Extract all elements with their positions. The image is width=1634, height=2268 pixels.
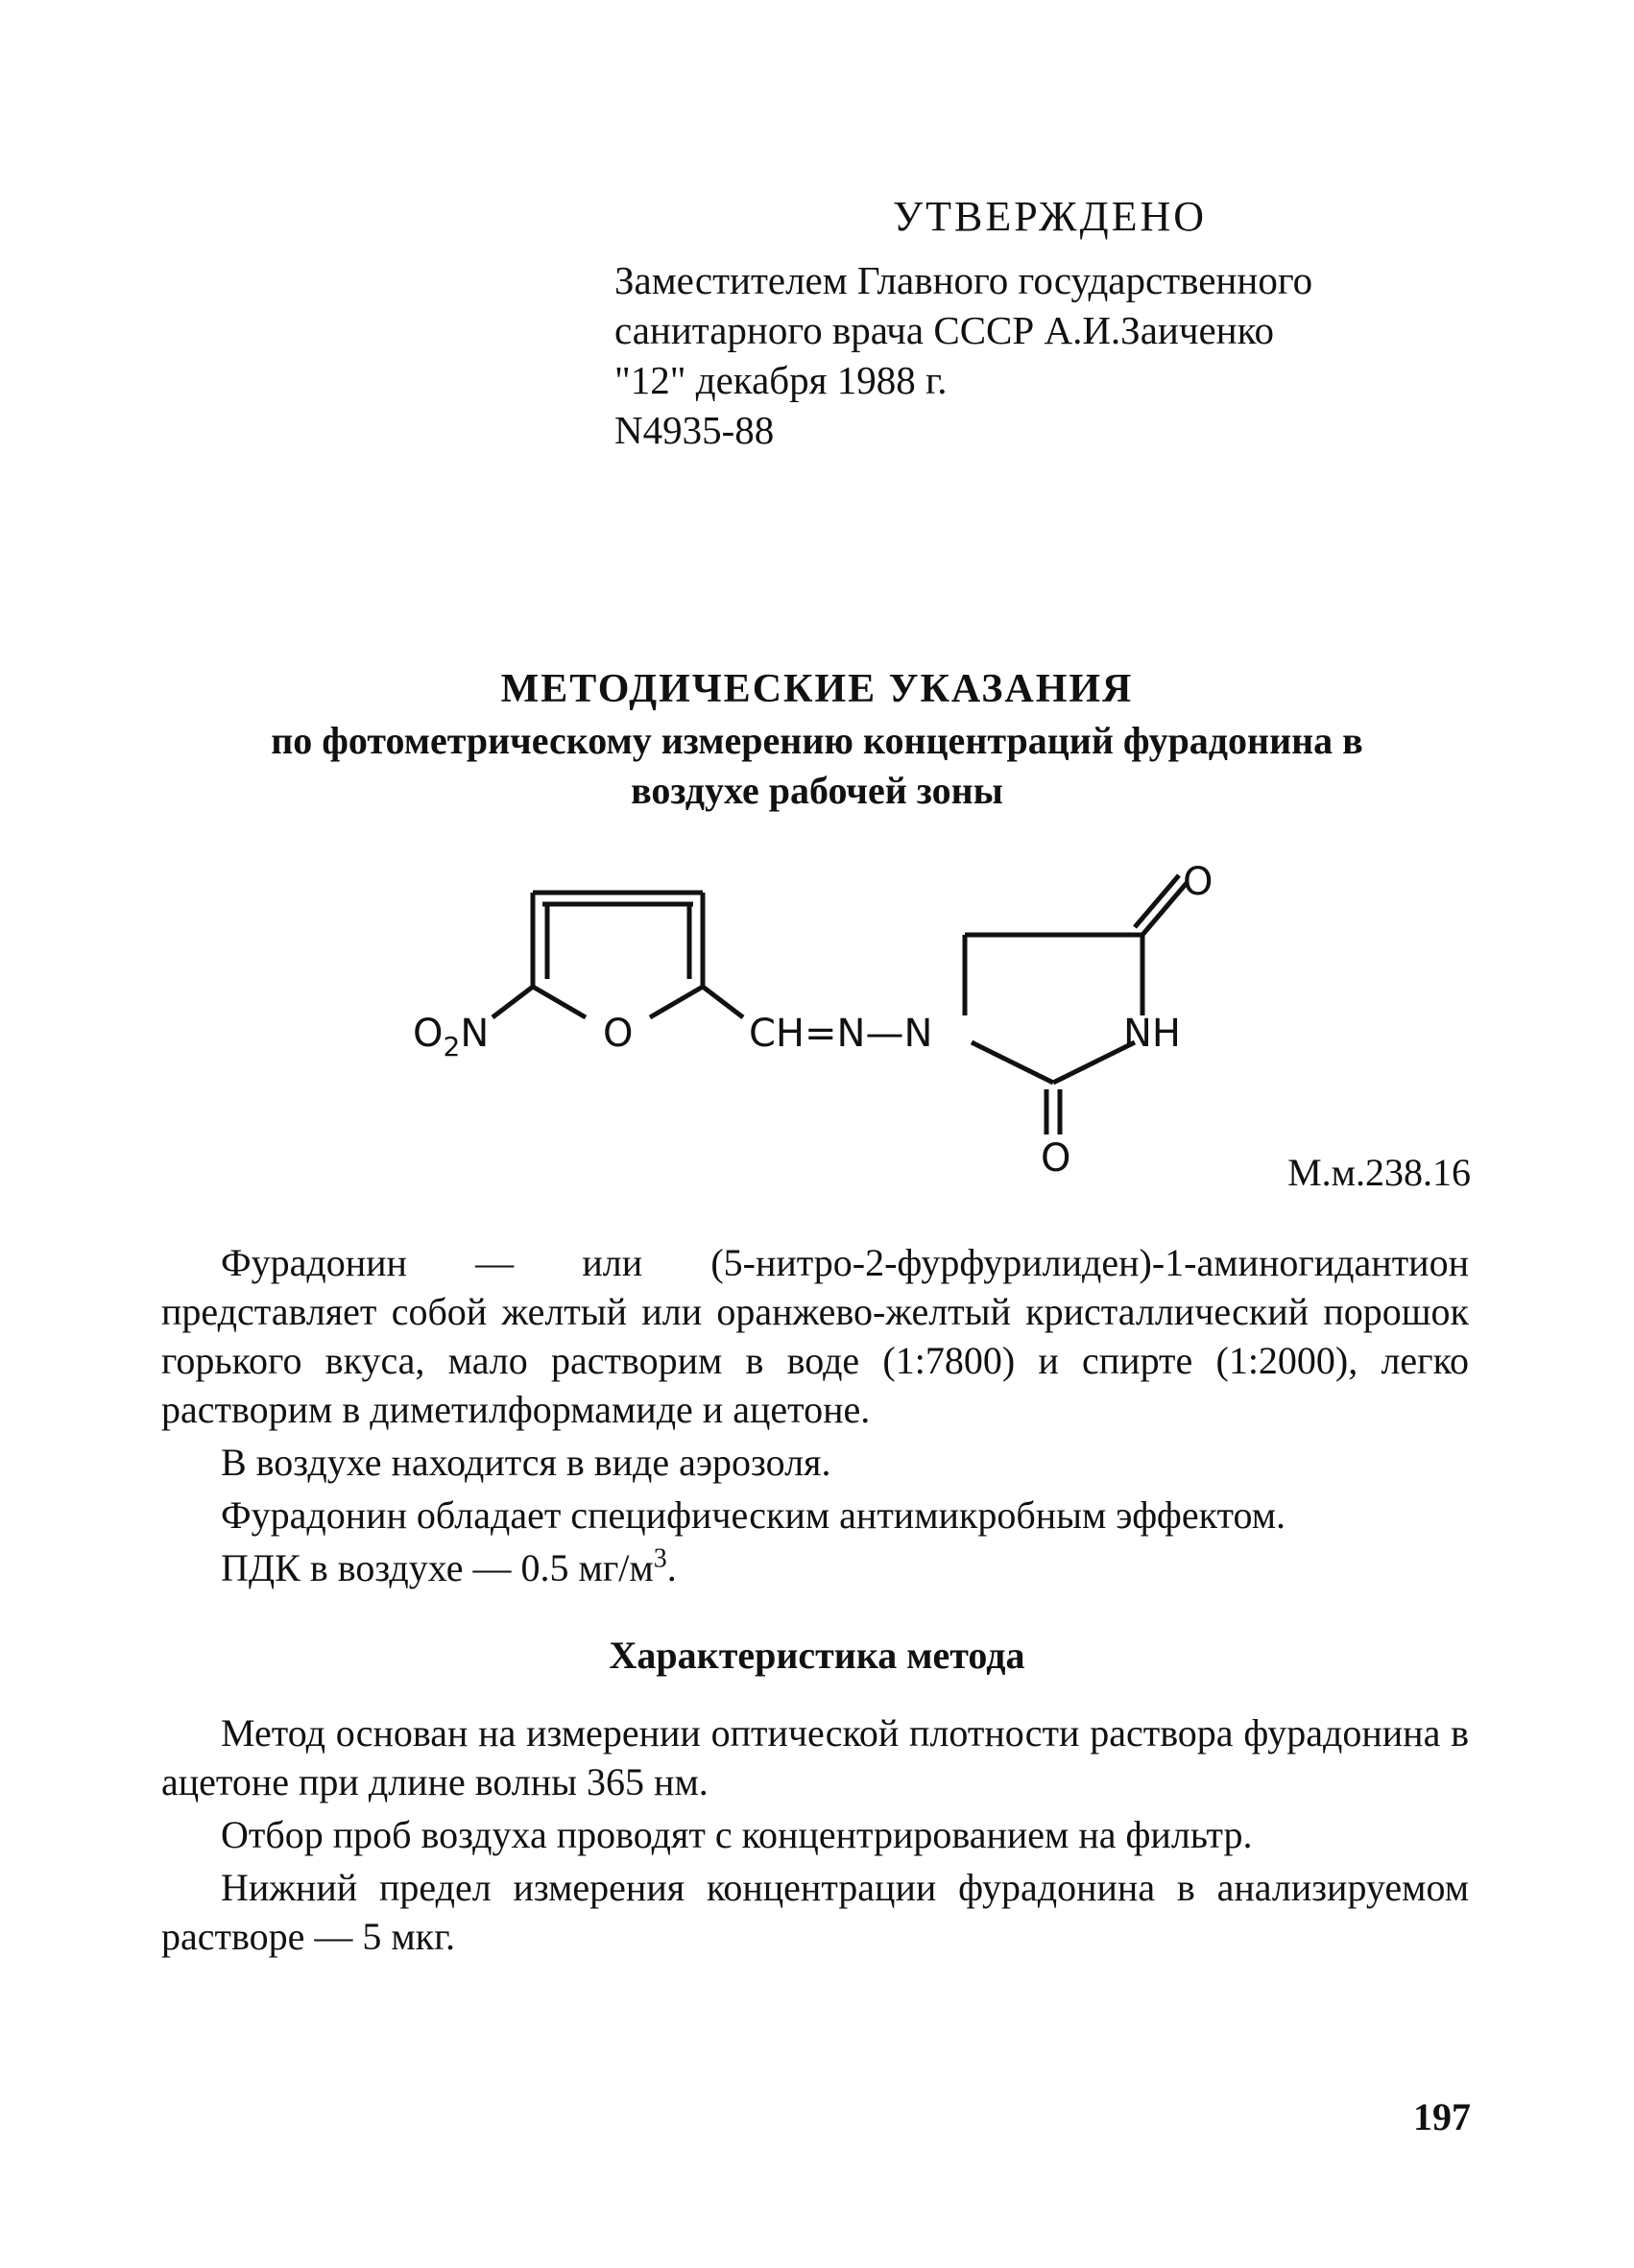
approval-line: санитарного врача СССР А.И.Заиченко <box>614 308 1274 352</box>
page-number: 197 <box>1413 2095 1471 2138</box>
document-title <box>0 662 1634 816</box>
description-paragraph: Фурадонин — или (5-нитро-2-фурфурилиден)-1-аминогидантион представляет собой желтый или оранжево-желтый кристаллический порошок горького вкуса, мало растворим в воде (1:7800) и спирте (1:2000), легко растворим в диметилформамиде и ацетоне. <box>161 1241 1469 1431</box>
ring-oxygen-label: O <box>603 1012 634 1056</box>
nitro-o-label: $O_2N$ <box>413 1012 490 1062</box>
method-paragraph: Нижний предел измерения концентрации фурадонина в анализируемом растворе — 5 мкг. <box>161 1866 1469 1958</box>
approval-line: N4935-88 <box>614 408 775 452</box>
approval-block <box>614 192 1478 455</box>
nh-label: NH <box>1123 1012 1181 1056</box>
title-subtitle-line2: воздухе рабочей зоны <box>631 769 1003 812</box>
mac-superscript: 3 <box>653 1543 667 1574</box>
mac-paragraph <box>161 1543 1469 1592</box>
furan-ring <box>493 893 743 1017</box>
method-paragraph: Метод основан на измерении оптической плотности раствора фурадонина в ацетоне при длине волны 365 нм. <box>161 1711 1469 1803</box>
carbonyl-bottom-label: O <box>1041 1136 1071 1181</box>
method-body <box>161 1708 1469 1965</box>
structural-formula-drawing <box>384 854 1248 1181</box>
description-body <box>161 1238 1469 1596</box>
description-paragraph: В воздухе находится в виде аэрозоля. <box>221 1441 831 1484</box>
approval-line: "12" декабря 1988 г. <box>614 358 948 402</box>
molecular-mass: М.м.238.16 <box>1287 1151 1471 1194</box>
method-paragraph: Отбор проб воздуха проводят с концентрированием на фильтр. <box>221 1813 1253 1856</box>
hydantoin-ring <box>965 875 1187 1134</box>
approval-line: Заместителем Главного государственного <box>614 258 1313 302</box>
title-main: МЕТОДИЧЕСКИЕ УКАЗАНИЯ <box>500 667 1134 711</box>
mac-suffix: . <box>666 1546 677 1589</box>
title-subtitle-line1: по фотометрическому измерению концентраций фурадонина в <box>271 719 1363 762</box>
mac-text: ПДК в воздухе — 0.5 мг/м <box>221 1546 654 1589</box>
structural-formula <box>384 854 1248 1181</box>
section-heading: Характеристика метода <box>609 1634 1025 1677</box>
description-paragraph: Фурадонин обладает специфическим антимикробным эффектом. <box>221 1493 1286 1537</box>
carbonyl-top-label: O <box>1183 860 1213 904</box>
approval-heading: УТВЕРЖДЕНО <box>893 193 1208 240</box>
chain-label: CH=N—N <box>749 1012 933 1056</box>
